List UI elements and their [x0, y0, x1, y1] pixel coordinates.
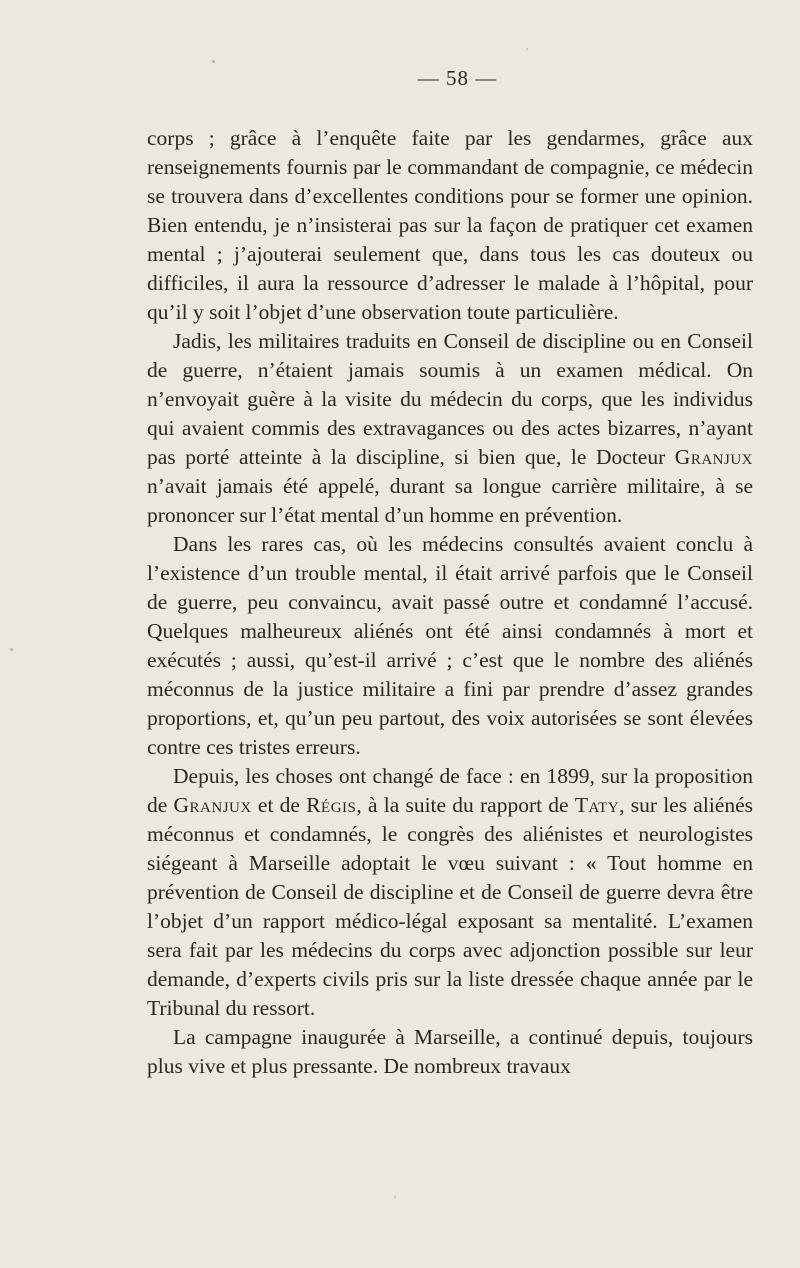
text-segment: Dans les rares cas, où les médecins consultés avaient conclu à l’existence d’un trouble mental, il était arrivé parfois que le Conseil de guerre, peu convaincu, avait passé outre et condamné l’accusé. Quelques malheureux aliénés ont été ainsi condamnés à mort et exécutés ; aussi, qu’est-il arrivé ; c’est que le nombre des aliénés méconnus de la justice militaire a fini par prendre d’assez grandes proportions, et, qu’un peu partout, des voix autorisées se sont élevées contre ces tristes erreurs.	[147, 532, 753, 759]
text-segment: Jadis, les militaires traduits en Conseil de discipline ou en Conseil de guerre, n’étaient jamais soumis à un examen médical. On n’envoyait guère à la visite du médecin du corps, que les individus qui avaient commis des extravagances ou des actes bizarres, n’ayant pas porté atteinte à la discipline, si bien que, le Docteur	[147, 329, 753, 469]
body-text	[147, 124, 753, 1081]
author-name: Régis	[306, 793, 357, 817]
text-segment: n’avait jamais été appelé, durant sa longue carrière militaire, à se prononcer sur l’état mental d’un homme en prévention.	[147, 474, 753, 527]
text-segment: et de	[251, 793, 307, 817]
author-name: Taty	[574, 793, 620, 817]
paragraph	[147, 124, 753, 327]
author-name: Granjux	[173, 793, 252, 817]
paragraph	[147, 1023, 753, 1081]
text-segment: La campagne inaugurée à Marseille, a continué depuis, toujours plus vive et plus pressante. De nombreux travaux	[147, 1025, 753, 1078]
text-segment: , à la suite du rapport de	[356, 793, 575, 817]
text-segment: corps ; grâce à l’enquête faite par les gendarmes, grâce aux renseignements fournis par le commandant de compagnie, ce médecin se trouvera dans d’excellentes conditions pour se former une opinion. Bien entendu, je n’insisterai pas sur la façon de pratiquer cet examen mental ; j’ajouterai seulement que, dans tous les cas douteux ou difficiles, il aura la ressource d’adresser le malade à l’hôpital, pour qu’il y soit l’objet d’une observation toute particulière.	[147, 126, 753, 324]
paragraph	[147, 530, 753, 762]
paragraph	[147, 762, 753, 1023]
text-segment: , sur les aliénés méconnus et condamnés, le congrès des aliénistes et neurologistes siégeant à Marseille adoptait le vœu suivant : « Tout homme en prévention de Conseil de discipline et de Conseil de guerre devra être l’objet d’un rapport médico-légal exposant sa mentalité. L’examen sera fait par les médecins du corps avec adjonction possible sur leur demande, d’experts civils pris sur la liste dressée chaque année par le Tribunal du ressort.	[147, 793, 754, 1020]
paper-speck	[212, 60, 215, 63]
paper-speck	[526, 48, 528, 50]
paragraph	[147, 327, 753, 530]
page-number: — 58 —	[417, 66, 498, 90]
text-segment: Depuis, les choses ont changé de face : en 1899, sur la proposition de	[147, 764, 753, 817]
paper-speck	[10, 648, 13, 651]
author-name: Granjux	[674, 445, 753, 469]
paper-speck	[394, 1196, 396, 1198]
